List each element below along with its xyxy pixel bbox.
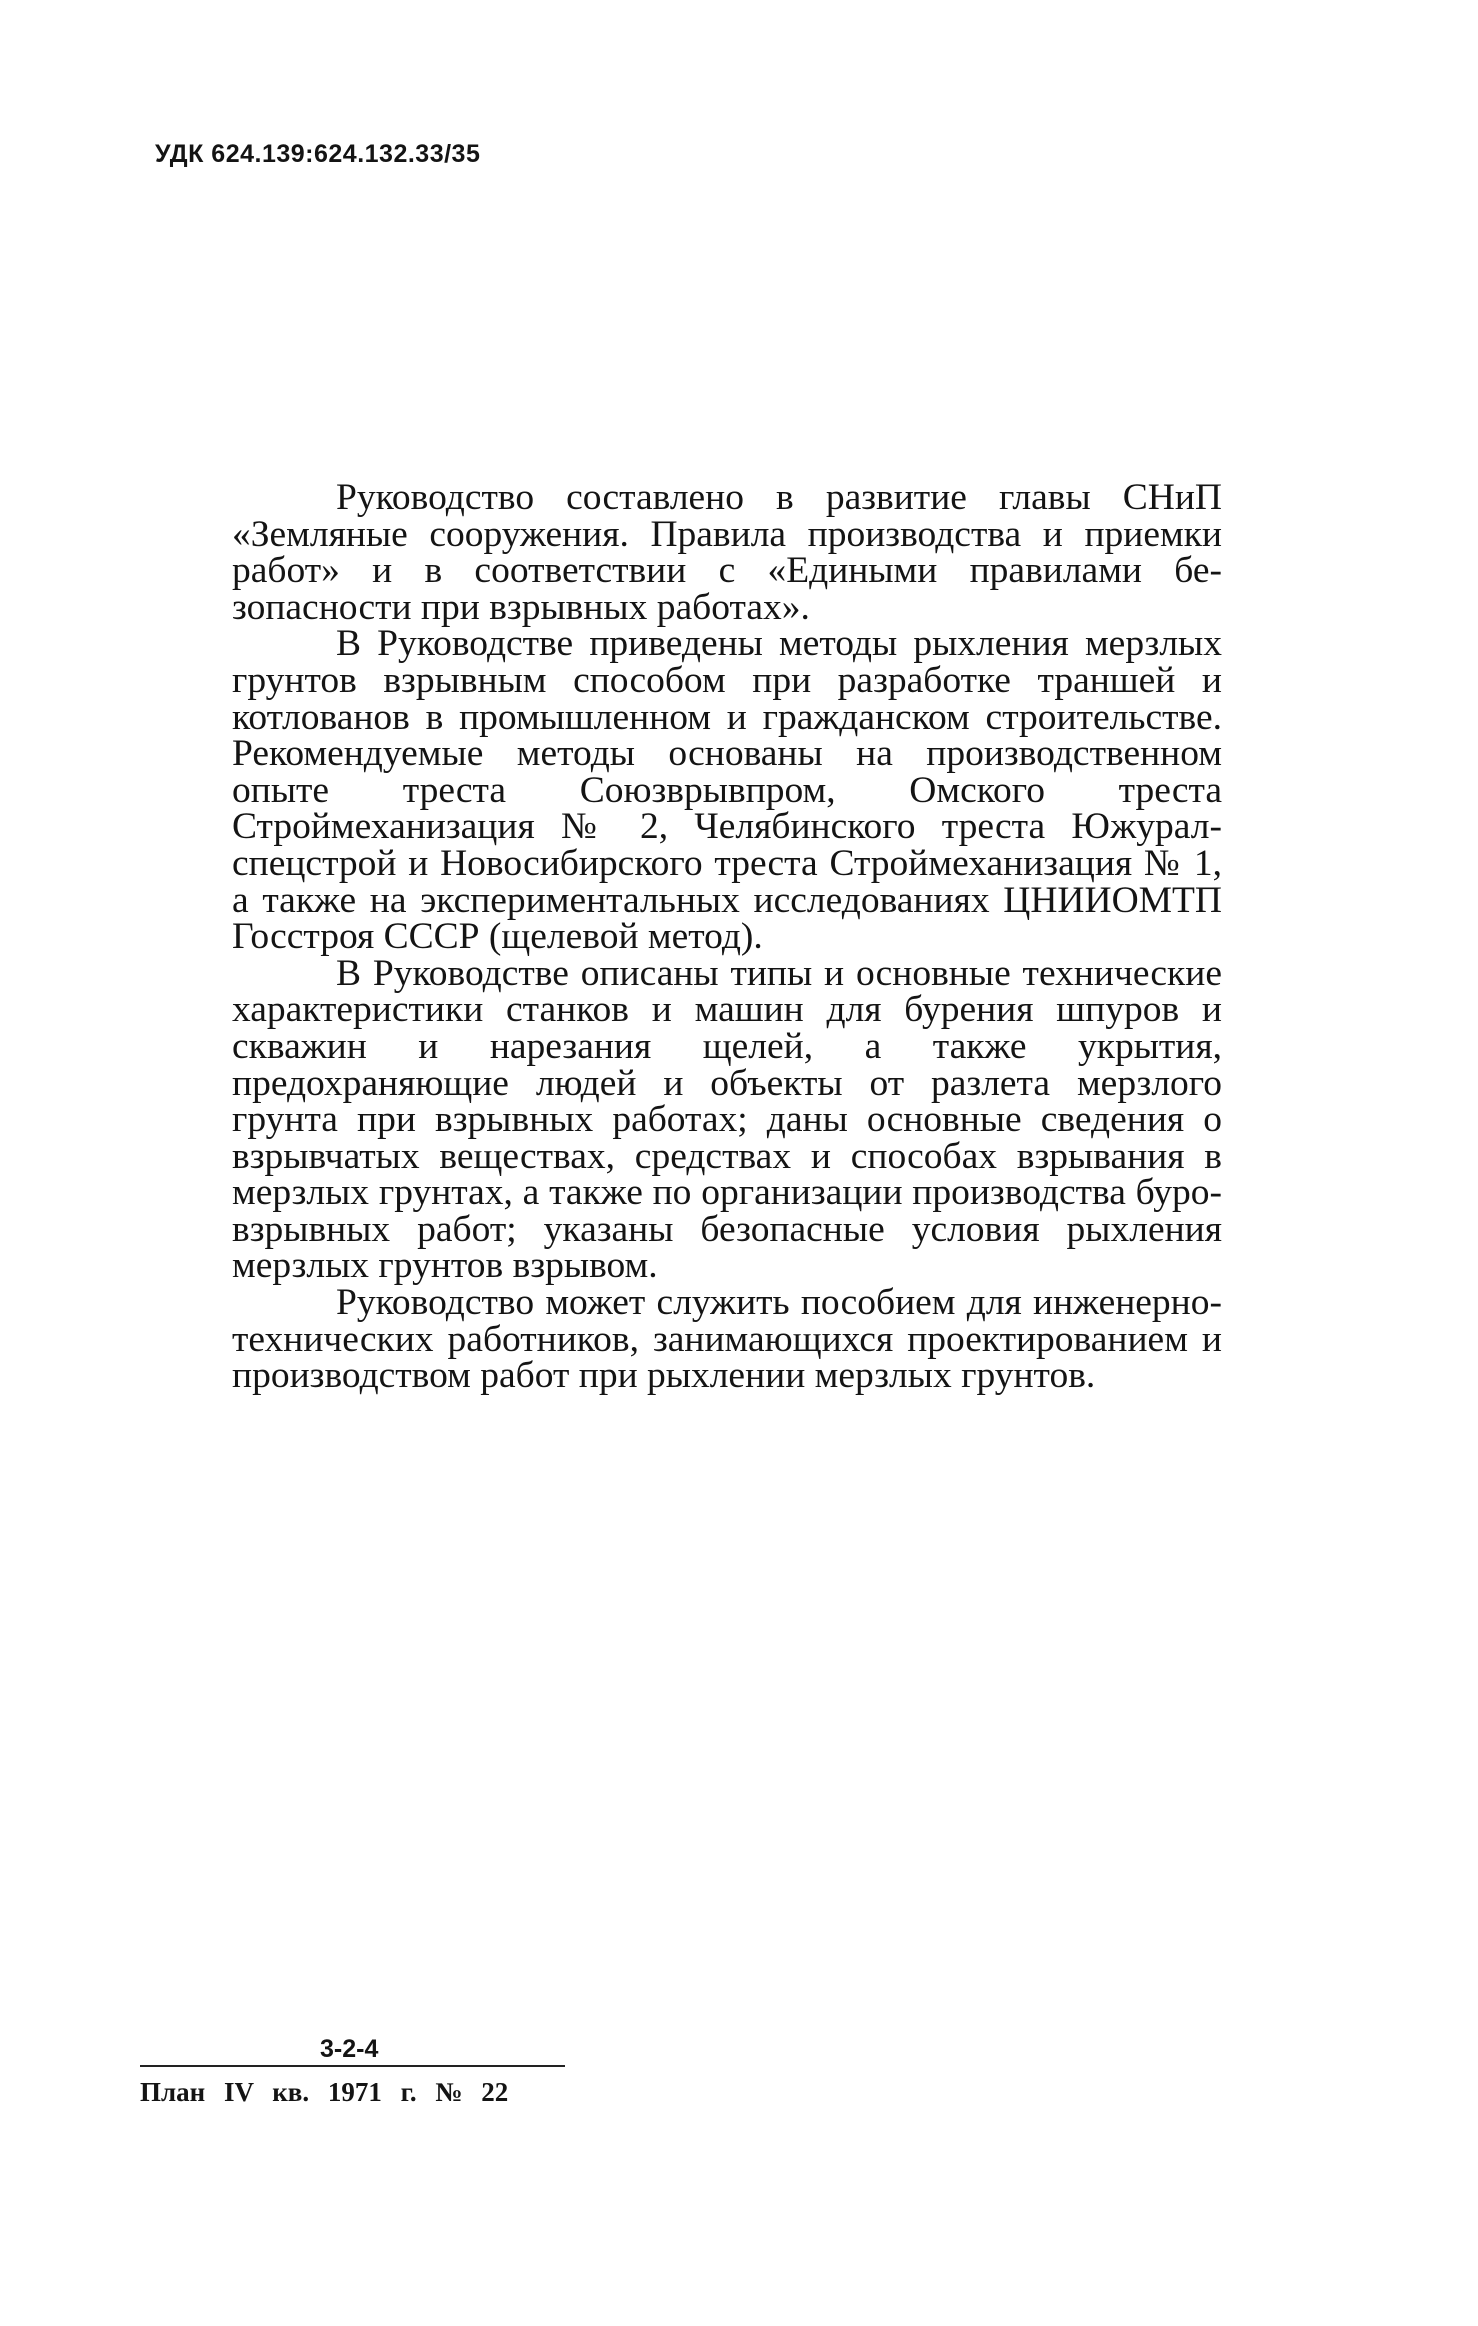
imprint-rule	[140, 2065, 565, 2067]
annotation-text	[232, 477, 1222, 1397]
imprint-code: 3-2-4	[320, 2035, 379, 2063]
imprint-code-row	[140, 2035, 565, 2065]
paragraph-1: Руководство составлено в развитие главы СНиП «Земляные сооружения. Правила производства и приемки работ» и в соответствии с «Едиными правилами безопасности при взрывных работах».	[232, 477, 1222, 628]
imprint-plan: План IV кв. 1971 г. № 22	[140, 2077, 509, 2107]
paragraph-2: В Руководстве приведены методы рыхления мерзлых грунтов взрывным способом при разработке траншей и котлованов в промышленном и гражданском строительстве. Рекомендуемые методы основаны на производственном опыте треста Союзврывпром, Омского треста Строймеханизация № 2, Челябинского треста Южуралспецстрой и Новосибирского треста Строймеханизация № 1, а также на экспериментальных исследованиях ЦНИИОМТП Госстроя СССР (щелевой метод).	[232, 623, 1222, 958]
paragraph-4: Руководство может служить пособием для инженерно-технических работников, занимающихся проектированием и производством работ при рыхлении мерзлых грунтов.	[232, 1282, 1222, 1397]
imprint-block	[140, 2035, 565, 2107]
paragraph-3: В Руководстве описаны типы и основные технические характеристики станков и машин для бурения шпуров и скважин и нарезания щелей, а также укрытия, предохраняющие людей и объекты от разлета мерзлого грунта при взрывных работах; даны основные сведения о взрывчатых веществах, средствах и способах взрывания в мерзлых грунтах, а также по организации производства буро-взрывных работ; указаны безопасные условия рыхления мерзлых грунтов взрывом.	[232, 952, 1222, 1287]
udc-code: УДК 624.139:624.132.33/35	[155, 140, 481, 168]
